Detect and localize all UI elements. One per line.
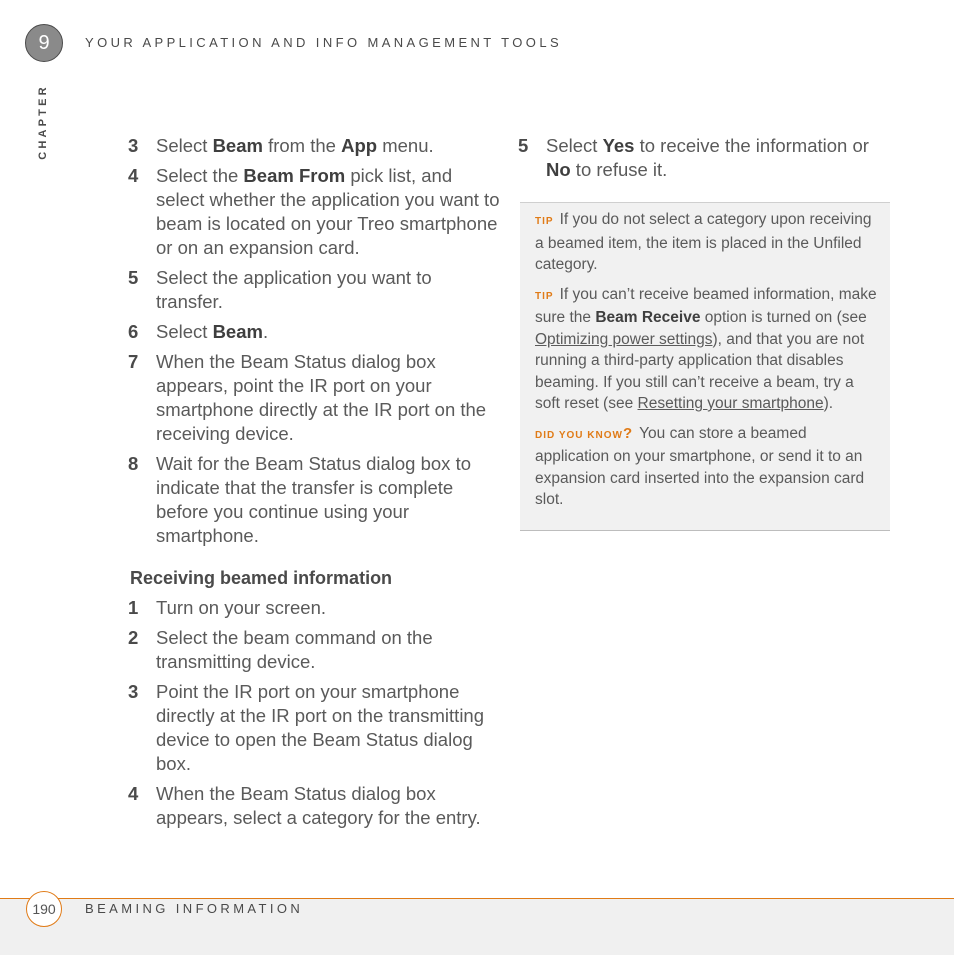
tip-paragraph bbox=[535, 284, 878, 415]
footer-section-title: BEAMING INFORMATION bbox=[85, 901, 304, 916]
text-run: Point the IR port on your smartphone directly at the IR port on the transmitting device to open the Beam Status dialog box. bbox=[156, 681, 485, 774]
step-text bbox=[156, 134, 503, 158]
text-run: option is turned on (see bbox=[700, 309, 867, 326]
text-run: When the Beam Status dialog box appears, point the IR port on your smartphone directly at the IR port on the receiving device. bbox=[156, 351, 487, 444]
numbered-step bbox=[518, 134, 890, 182]
tip-label bbox=[535, 291, 554, 302]
tip-label-text: DID YOU KNOW bbox=[535, 429, 623, 441]
step-text bbox=[546, 134, 890, 182]
tip-label-suffix: ? bbox=[622, 424, 634, 442]
text-run: Select the beam command on the transmitting device. bbox=[156, 627, 433, 672]
step-number: 4 bbox=[128, 165, 139, 186]
page-number-badge: 190 bbox=[26, 891, 62, 927]
text-run: Select bbox=[156, 135, 213, 156]
numbered-step bbox=[128, 680, 503, 776]
steps-list-b bbox=[128, 596, 503, 830]
steps-list-a bbox=[128, 134, 503, 548]
text-run: from the bbox=[262, 135, 342, 156]
text-run: ). bbox=[823, 395, 834, 412]
numbered-step bbox=[128, 266, 503, 314]
text-run: If you do not select a category upon receiving a beamed item, the item is placed in the Unfiled category. bbox=[535, 211, 872, 273]
step-text bbox=[156, 596, 503, 620]
text-run: pick list, and select whether the application you want to beam is located on your Treo smartphone or on an expansion card. bbox=[156, 165, 500, 258]
tip-paragraph bbox=[535, 423, 878, 511]
text-run: You can store a beamed application on your smartphone, or send it to an expansion card inserted into the expansion card slot. bbox=[535, 424, 865, 508]
text-run: Turn on your screen. bbox=[156, 597, 327, 618]
text-run: When the Beam Status dialog box appears, select a category for the entry. bbox=[156, 783, 481, 828]
step-text bbox=[156, 350, 503, 446]
step-number: 7 bbox=[128, 351, 139, 372]
bold-term: Yes bbox=[602, 135, 635, 156]
step-text bbox=[156, 320, 503, 344]
cross-reference-link[interactable]: Resetting your smartphone bbox=[637, 395, 824, 412]
step-number: 8 bbox=[128, 453, 139, 474]
text-run: Wait for the Beam Status dialog box to indicate that the transfer is complete before you continue using your smartphone. bbox=[156, 453, 472, 546]
cross-reference-link[interactable]: Optimizing power settings bbox=[535, 330, 713, 348]
numbered-step bbox=[128, 164, 503, 260]
step-number: 1 bbox=[128, 597, 139, 618]
left-column bbox=[128, 134, 503, 836]
bold-term: Beam Receive bbox=[595, 309, 701, 326]
text-run: Select bbox=[156, 321, 213, 342]
text-run: If you can’t receive beamed information, make sure the bbox=[535, 285, 877, 326]
numbered-step bbox=[128, 596, 503, 620]
step-number: 5 bbox=[128, 267, 139, 288]
bold-term: App bbox=[341, 135, 378, 156]
bold-term: Beam bbox=[212, 135, 263, 156]
text-run: to receive the information or bbox=[634, 135, 869, 156]
step-number: 5 bbox=[518, 135, 529, 156]
tips-box bbox=[520, 202, 890, 531]
text-run: to refuse it. bbox=[570, 159, 668, 180]
text-run: ), and that you are not running a third-party application that disables beaming. If you still can’t receive a beam, try a soft reset (see bbox=[535, 330, 865, 412]
step-text bbox=[156, 266, 503, 314]
chapter-label bbox=[28, 84, 58, 174]
bold-term: Beam bbox=[212, 321, 263, 342]
step-text bbox=[156, 452, 503, 548]
tip-paragraph bbox=[535, 209, 878, 276]
tip-label bbox=[535, 424, 634, 442]
steps-list-right bbox=[518, 134, 890, 182]
numbered-step bbox=[128, 626, 503, 674]
text-run: Select the bbox=[156, 165, 244, 186]
step-number: 6 bbox=[128, 321, 139, 342]
numbered-step bbox=[128, 320, 503, 344]
text-run: Select the application you want to transfer. bbox=[156, 267, 432, 312]
chapter-number-badge: 9 bbox=[25, 24, 63, 62]
chapter-label-text: CHAPTER bbox=[37, 84, 49, 160]
text-run: Select bbox=[546, 135, 603, 156]
bold-term: No bbox=[546, 159, 571, 180]
tip-label-text: TIP bbox=[535, 290, 554, 302]
step-text bbox=[156, 626, 503, 674]
right-column bbox=[518, 134, 890, 188]
numbered-step bbox=[128, 782, 503, 830]
step-number: 2 bbox=[128, 627, 139, 648]
running-head: YOUR APPLICATION AND INFO MANAGEMENT TOOLS bbox=[85, 35, 563, 50]
bold-term: Beam From bbox=[243, 165, 346, 186]
tip-label bbox=[535, 216, 554, 227]
numbered-step bbox=[128, 452, 503, 548]
numbered-step bbox=[128, 350, 503, 446]
step-number: 4 bbox=[128, 783, 139, 804]
section-subheading: Receiving beamed information bbox=[130, 568, 393, 588]
step-number: 3 bbox=[128, 681, 139, 702]
text-run: . bbox=[262, 321, 269, 342]
text-run: menu. bbox=[377, 135, 434, 156]
step-text bbox=[156, 782, 503, 830]
step-text bbox=[156, 164, 503, 260]
numbered-step bbox=[128, 134, 503, 158]
step-number: 3 bbox=[128, 135, 139, 156]
tip-label-text: TIP bbox=[535, 216, 554, 227]
step-text bbox=[156, 680, 503, 776]
